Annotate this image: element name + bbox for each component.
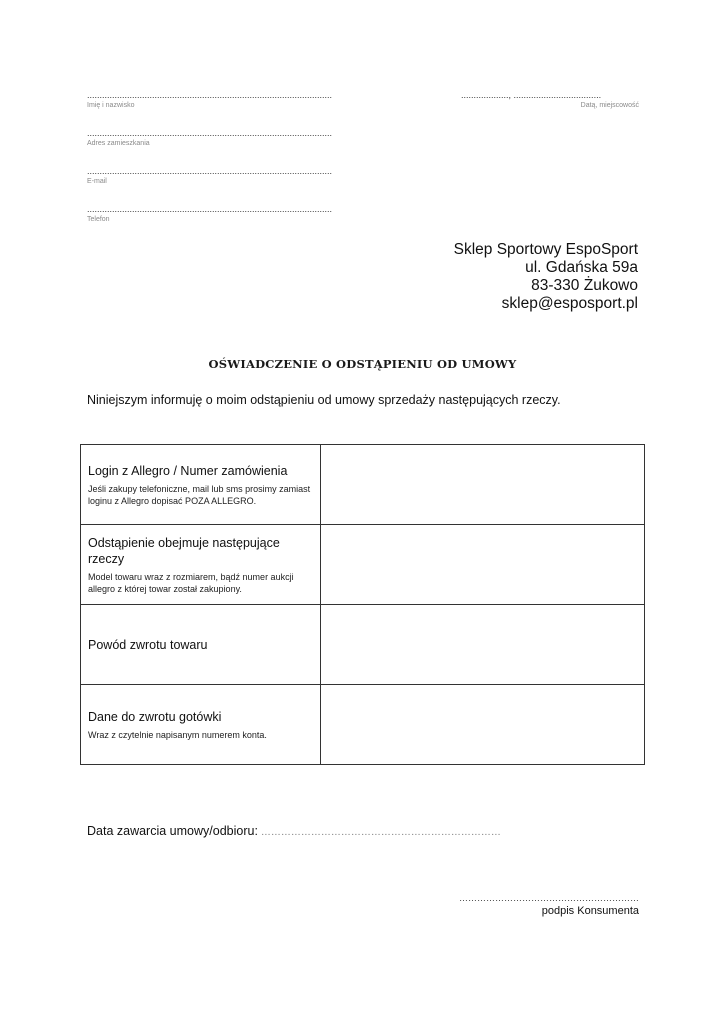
date-separator: , — [508, 90, 512, 100]
place-dots: ................................... — [513, 90, 602, 100]
shop-email: sklep@esposport.pl — [501, 295, 638, 312]
row-note: Wraz z czytelnie napisanym numerem konta. — [88, 729, 267, 740]
date-dots: ................... — [461, 90, 509, 100]
contract-date-line — [87, 824, 501, 838]
shop-city: 83-330 Żukowo — [531, 277, 638, 294]
return-reason-field[interactable] — [321, 605, 645, 685]
name-line[interactable]: .................................................................................................. — [87, 90, 333, 100]
row-note: Model towaru wraz z rozmiarem, bądź numer aukcji allegro z której towar został zakupiony. — [88, 571, 294, 594]
date-place-caption: Datą, miejscowość — [580, 102, 639, 109]
phone-line[interactable]: .................................................................................................. — [87, 204, 333, 214]
row-label-cell — [81, 685, 321, 765]
row-label: Powód zwrotu towaru — [88, 637, 208, 652]
refund-details-field[interactable] — [321, 685, 645, 765]
contract-date-label: Data zawarcia umowy/odbioru: — [87, 824, 258, 838]
table-row — [81, 685, 645, 765]
contract-date-field[interactable]: ……………………………………………………………… — [260, 827, 501, 838]
table-row — [81, 525, 645, 605]
name-caption: Imię i nazwisko — [87, 102, 135, 109]
order-number-field[interactable] — [321, 445, 645, 525]
withdrawal-form-table — [80, 444, 645, 765]
table-row — [81, 445, 645, 525]
document-intro: Niniejszym informuję o moim odstąpieniu od umowy sprzedaży następujących rzeczy. — [87, 393, 561, 407]
email-line[interactable]: .................................................................................................. — [87, 166, 333, 176]
phone-caption: Telefon — [87, 216, 110, 223]
shop-address — [454, 241, 638, 313]
email-caption: E-mail — [87, 178, 107, 185]
row-label-cell — [81, 605, 321, 685]
address-caption: Adres zamieszkania — [87, 140, 150, 147]
row-note: Jeśli zakupy telefoniczne, mail lub sms prosimy zamiast loginu z Allegro dopisać POZA ALLEGRO. — [88, 483, 311, 506]
address-line[interactable]: .................................................................................................. — [87, 128, 333, 138]
signature-line[interactable]: …………………………………………………… — [459, 893, 639, 903]
items-field[interactable] — [321, 525, 645, 605]
date-place-line[interactable] — [461, 90, 639, 100]
row-label-cell — [81, 525, 321, 605]
row-label-cell — [81, 445, 321, 525]
document-title: OŚWIADCZENIE O ODSTĄPIENIU OD UMOWY — [208, 357, 517, 371]
table-row — [81, 605, 645, 685]
row-label: Login z Allegro / Numer zamówienia — [88, 463, 288, 478]
row-label: Odstąpienie obejmuje następujące rzeczy — [88, 535, 280, 566]
shop-street: ul. Gdańska 59a — [525, 259, 638, 276]
row-label: Dane do zwrotu gotówki — [88, 709, 222, 724]
shop-name: Sklep Sportowy EspoSport — [453, 241, 638, 258]
signature-label: podpis Konsumenta — [541, 905, 639, 917]
